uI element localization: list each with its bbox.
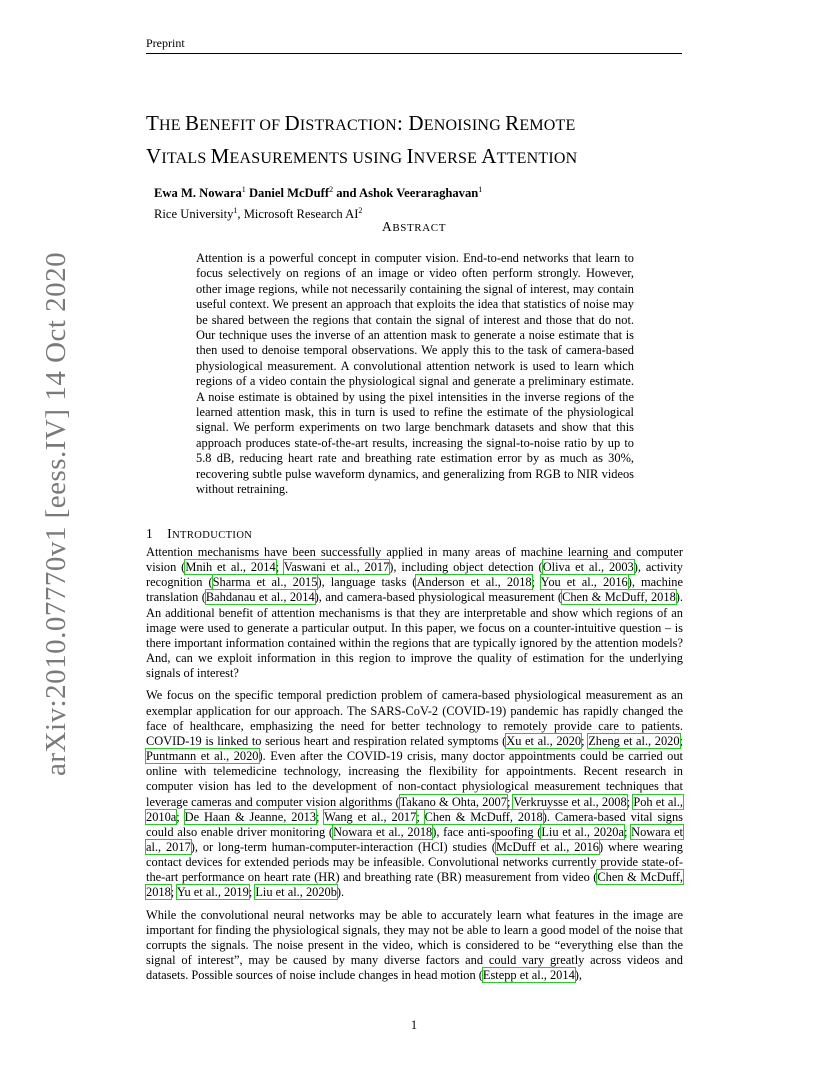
- paper-title: [146, 108, 686, 174]
- abstract-heading: ABSTRACT: [381, 219, 447, 234]
- paragraph-2: We focus on the specific temporal prediction problem of camera-based physiological measurement as an exemplar application for our approach. The SARS-CoV-2 (COVID-19) pandemic has rapidly changed the face of healthcare, emphasizing the need for better technology to remotely provide care to patients. COVID-19 is linked to serious heart and respiration related symptoms (Xu et al., 2020; Zheng et al., 2020; Puntmann et al., 2020). Even after the COVID-19 crisis, many doctor appointments could be carried out online with telemedicine technology, increasing the flexibility for appointments. Recent research in computer vision has led to the development of non-contact physiological measurement techniques that leverage cameras and computer vision algorithms (Takano & Ohta, 2007; Verkruysse et al., 2008; Poh et al., 2010a; De Haan & Jeanne, 2013; Wang et al., 2017; Chen & McDuff, 2018). Camera-based vital signs could also enable driver monitoring (Nowara et al., 2018), face anti-spoofing (Liu et al., 2020a; Nowara et al., 2017), or long-term human-computer-interaction (HCI) studies (McDuff et al., 2016) where wearing contact devices for extended periods may be infeasible. Convolutional networks currently provide state-of-the-art performance on heart rate (HR) and breathing rate (BR) measurement from video (Chen & McDuff, 2018; Yu et al., 2019; Liu et al., 2020b).: [146, 688, 683, 900]
- citation-link[interactable]: Anderson et al., 2018: [416, 575, 532, 590]
- citation-link[interactable]: Nowara et al., 2018: [333, 824, 433, 839]
- citation-link[interactable]: Nowara et al., 2017: [146, 824, 683, 854]
- citation-link[interactable]: Puntmann et al., 2020: [146, 749, 259, 764]
- running-header: Preprint: [146, 36, 682, 54]
- citation-link[interactable]: Sharma et al., 2015: [212, 575, 318, 590]
- paragraph-3: While the convolutional neural networks may be able to accurately learn what features in the image are important for finding the physiological signals, they may not be able to learn a good model of the noise that corrupts the signals. The noise present in the video, which is considered to be “everything else than the signal of interest”, may be caused by many diverse factors and could vary greatly across videos and datasets. Possible sources of noise include changes in head motion (Estepp et al., 2014),: [146, 907, 683, 983]
- section-heading-introduction: 1 INTRODUCTION: [146, 526, 253, 541]
- citation-link[interactable]: Oliva et al., 2003: [542, 560, 634, 575]
- citation-link[interactable]: Liu et al., 2020b: [255, 885, 337, 900]
- citation-link[interactable]: Vaswani et al., 2017: [283, 560, 390, 575]
- title-line-1: THE BENEFIT OF DISTRACTION: DENOISING REMOTE: [146, 111, 576, 135]
- author-affiliations: Rice University$^1$, Microsoft Research $AI^2$: [154, 206, 363, 222]
- citation-link[interactable]: Yu et al., 2019: [176, 885, 249, 900]
- arxiv-identifier[interactable]: arXiv:2010.07770v1 [eess.IV] 14 Oct 2020: [40, 251, 72, 776]
- citation-link[interactable]: Verkruysse et al., 2008: [513, 794, 627, 809]
- citation-link[interactable]: Estepp et al., 2014: [482, 968, 575, 983]
- citation-link[interactable]: Zheng et al., 2020: [588, 733, 680, 748]
- citation-link[interactable]: You et al., 2016: [540, 575, 628, 590]
- citation-link[interactable]: Bahdanau et al., 2014: [205, 590, 315, 605]
- page-number: 1: [410, 1018, 418, 1032]
- citation-link[interactable]: Chen & McDuff, 2018: [146, 870, 683, 900]
- citation-link[interactable]: Mnih et al., 2014: [185, 560, 276, 575]
- title-line-2: VITALS MEASUREMENTS USING INVERSE ATTENTION: [146, 144, 578, 168]
- author-block: [154, 181, 482, 223]
- citation-link[interactable]: Liu et al., 2020a: [541, 824, 624, 839]
- citation-link[interactable]: McDuff et al., 2016: [495, 839, 599, 854]
- citation-link[interactable]: Xu et al., 2020: [506, 733, 582, 748]
- introduction-body: [146, 545, 683, 990]
- citation-link[interactable]: Chen & McDuff, 2018: [424, 809, 543, 824]
- paragraph-1: Attention mechanisms have been successfully applied in many areas of machine learning and computer vision (Mnih et al., 2014; Vaswani et al., 2017), including object detection (Oliva et al., 2003), activity recognition (Sharma et al., 2015), language tasks (Anderson et al., 2018; You et al., 2016), machine translation (Bahdanau et al., 2014), and camera-based physiological measurement (Chen & McDuff, 2018). An additional benefit of attention mechanisms is that they are interpretable and show which regions of an image were used to generate a particular output. In this paper, we focus on a counter-intuitive question – is there important information contained within the regions that are typically ignored by the attention models? And, can we exploit information in this region to improve the quality of estimation for the underlying signals of interest?: [146, 545, 684, 681]
- abstract-text: Attention is a powerful concept in computer vision. End-to-end networks that learn to focus selectively on regions of an image or video often perform strongly. However, other image regions, while not necessarily containing the signal of interest, may contain useful context. We present an approach that exploits the idea that statistics of noise may be shared between the regions that contain the signal of interest and those that do not. Our technique uses the inverse of an attention mask to generate a noise estimate that is then used to denoise temporal observations. We apply this to the task of camera-based physiological measurement. A convolutional attention network is used to learn which regions of a video contain the physiological signal and generate a preliminary estimate. A noise estimate is obtained by using the pixel intensities in the inverse regions of the learned attention mask, this in turn is used to refine the estimate of the physiological signal. We perform experiments on two large benchmark datasets and show that this approach produces state-of-the-art results, increasing the signal-to-noise ratio by up to 5.8 dB, reducing heart rate and breathing rate estimation error by as much as 30%, recovering subtle pulse waveform dynamics, and generalizing from RGB to NIR videos without retraining.: [196, 251, 634, 497]
- citation-link[interactable]: Wang et al., 2017: [324, 809, 417, 824]
- citation-link[interactable]: De Haan & Jeanne, 2013: [184, 809, 317, 824]
- citation-link[interactable]: Poh et al., 2010a: [146, 794, 683, 824]
- author-names: Ewa M. Nowara$^1$ Daniel McDuff$^2$ and Ashok Veeraraghavan$^1$: [154, 185, 483, 201]
- citation-link[interactable]: Takano & Ohta, 2007: [399, 794, 507, 809]
- citation-link[interactable]: Chen & McDuff, 2018: [562, 590, 676, 605]
